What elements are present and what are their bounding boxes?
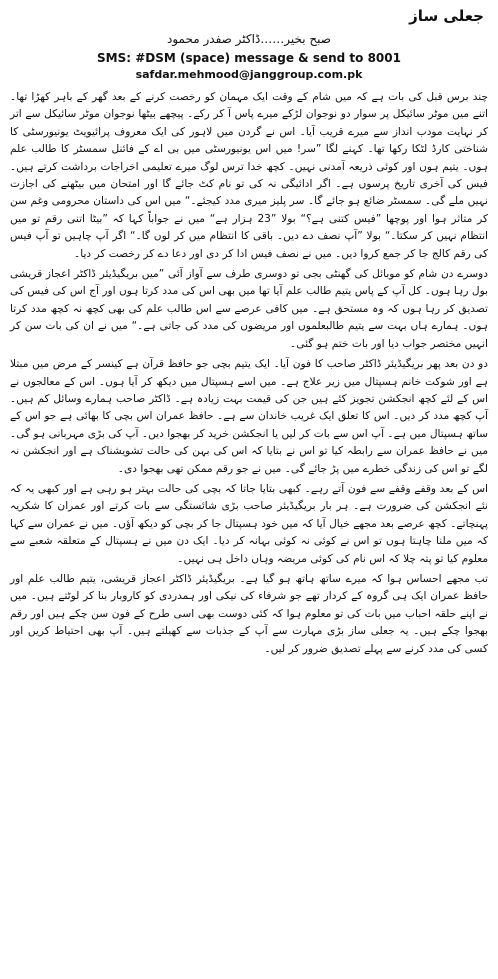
column-title: جعلی ساز [409, 7, 484, 25]
paragraph: چند برس قبل کی بات ہے کہ میں شام کے وقت ایک مہمان کو رخصت کرنے کے بعد گھر کے باہر کھڑا تھا۔ اتنے میں موٹر سائیکل پر سوار دو نوجوان لڑکے میرے پاس آ کر رکے۔ پیچھے بیٹھا نوجوان موٹر سائیکل سے اتر کر نہایت مودب انداز سے میرے قریب آیا۔ اس نے گردن میں لاہور کی ایک معروف پرائیویٹ یونیورسٹی کا شناختی کارڈ لٹکا رکھا تھا۔ کہنے لگا ”سر! میں اس یونیورسٹی میں بی اے کے فائنل سمسٹر کا طالب علم ہوں۔ یتیم ہوں اور کوئی ذریعہ آمدنی نہیں۔ کچھ خدا ترس لوگ میرے تعلیمی اخراجات برداشت کرتے ہیں۔ فیس کی آخری تاریخ پرسوں ہے۔ اگر ادائیگی نہ کی تو نام کٹ جائے گا اور امتحان میں بیٹھنے کی اجازت نہیں ملے گی۔ سمسٹر ضائع ہو جائے گا۔ سر پلیز میری مدد کیجئے۔“ میں اس کی داستان محرومی وغم سن کر متاثر ہوا اور پوچھا ”فیس کتنی ہے؟“ بولا ”23 ہزار ہے“ میں نے جواباً کہا کہ ”بیٹا اتنی رقم تو میں انتظام نہیں کر سکتا۔“ بولا ”آپ نصف دے دیں۔ باقی کا انتظام میں کر لوں گا۔“ اگر آپ چاہیں تو آپ فیس کی رقم کالج جا کر جمع کروا دیں۔ میں نے نصف فیس ادا کر دی اور دعا دے کر رخصت کر دیا۔ [10, 91, 488, 260]
paragraph: تب مجھے احساس ہوا کہ میرے ساتھ ہاتھ ہو گیا ہے۔ بریگیڈیئر ڈاکٹر اعجاز قریشی، یتیم طالب علم اور حافظ عمران ایک ہی گروہ کے کردار تھے جو شرفاء کی نیکی اور ہمدردی کو کاروبار بنا کر لوٹتے ہیں۔ میں نے اپنے حلقہ احباب میں بات کی تو معلوم ہوا کہ کئی دوست بھی اسی طرح کے فون سن چکے ہیں اور رقم بھجوا چکے ہیں۔ یہ جعلی ساز بڑی مہارت سے آپ کے جذبات سے کھیلتے ہیں۔ آپ بھی احتیاط کریں اور کسی کی مدد کرنے سے پہلے تصدیق ضرور کر لیں۔ [10, 572, 488, 655]
sms-line: SMS: #DSM (space) message & send to 8001 [97, 51, 401, 65]
byline: صبح بخیر……ڈاکٹر صفدر محمود [167, 32, 331, 46]
paragraph: اس کے بعد وقفے وقفے سے فون آتے رہے۔ کبھی بتایا جاتا کہ بچی کی حالت بہتر ہو رہی ہے اور کبھی یہ کہ نئے انجکشن کی ضرورت ہے۔ ہر بار بریگیڈیئر صاحب بڑی شائستگی سے بات کرتے اور عمران کا شکریہ پہنچاتے۔ کچھ عرصے بعد مجھے خیال آیا کہ میں خود ہسپتال جا کر بچی کو دیکھ آؤں۔ میں نے عمران سے کہا کہ میں ملنا چاہتا ہوں تو اس نے کوئی نہ کوئی بہانہ کر دیا۔ ایک دن میں نے ہسپتال کے متعلقہ شعبے سے معلوم کیا تو پتہ چلا کہ اس نام کی کوئی مریضہ وہاں داخل ہی نہیں۔ [10, 482, 488, 565]
column-body [10, 89, 488, 658]
paragraph: دو دن بعد پھر بریگیڈیئر ڈاکٹر صاحب کا فون آیا۔ ایک یتیم بچی جو حافظ قرآن ہے کینسر کے مرض میں مبتلا ہے اور شوکت خانم ہسپتال میں زیر علاج ہے۔ میں اسے ہسپتال میں دیکھ کر آیا ہوں۔ اس کے معالجوں نے اس کے لئے کچھ انجکشن تجویز کئے ہیں جن کی قیمت بہت زیادہ ہے۔ ڈاکٹر صاحب ہمارے وسائل کم ہیں۔ آپ کچھ مدد کر دیں۔ اس کا تعلق ایک غریب خاندان سے ہے۔ حافظ عمران اس بچی کا بھائی ہے جو اس کے ساتھ ہسپتال میں ہے۔ آپ اس سے بات کر لیں یا انجکشن خرید کر بھجوا دیں۔ آپ کی بڑی مہربانی ہو گی۔ میں نے حافظ عمران سے رابطہ کیا تو اس نے بتایا کہ اس کی بہن کی حالت تشویشناک ہے اور انجکشن نہ لگے تو اس کی زندگی خطرے میں پڑ جائے گی۔ میں نے جو رقم ممکن تھی بھجوا دی۔ [10, 358, 488, 475]
paragraph: دوسرے دن شام کو موبائل کی گھنٹی بجی تو دوسری طرف سے آواز آئی ”میں بریگیڈیئر ڈاکٹر اعجاز قریشی بول رہا ہوں۔ کل آپ کے پاس یتیم طالب علم آیا تھا میں بھی اس کی مدد کرتا ہوں اور آج اس کی فیس کی تصدیق کر رہا ہوں کہ وہ مستحق ہے۔ میں کافی عرصے سے اس طالب علم کی بھی کچھ نہ کچھ مدد کرتا ہوں۔ ہمارے ہاں بہت سے یتیم طالبعلموں اور مریضوں کی مدد کی جاتی ہے۔“ میں نے ان کی بات سن کر انہیں مختصر جواب دیا اور بات ختم ہو گئی۔ [10, 268, 488, 350]
author-email: safdar.mehmood@janggroup.com.pk [135, 68, 363, 81]
